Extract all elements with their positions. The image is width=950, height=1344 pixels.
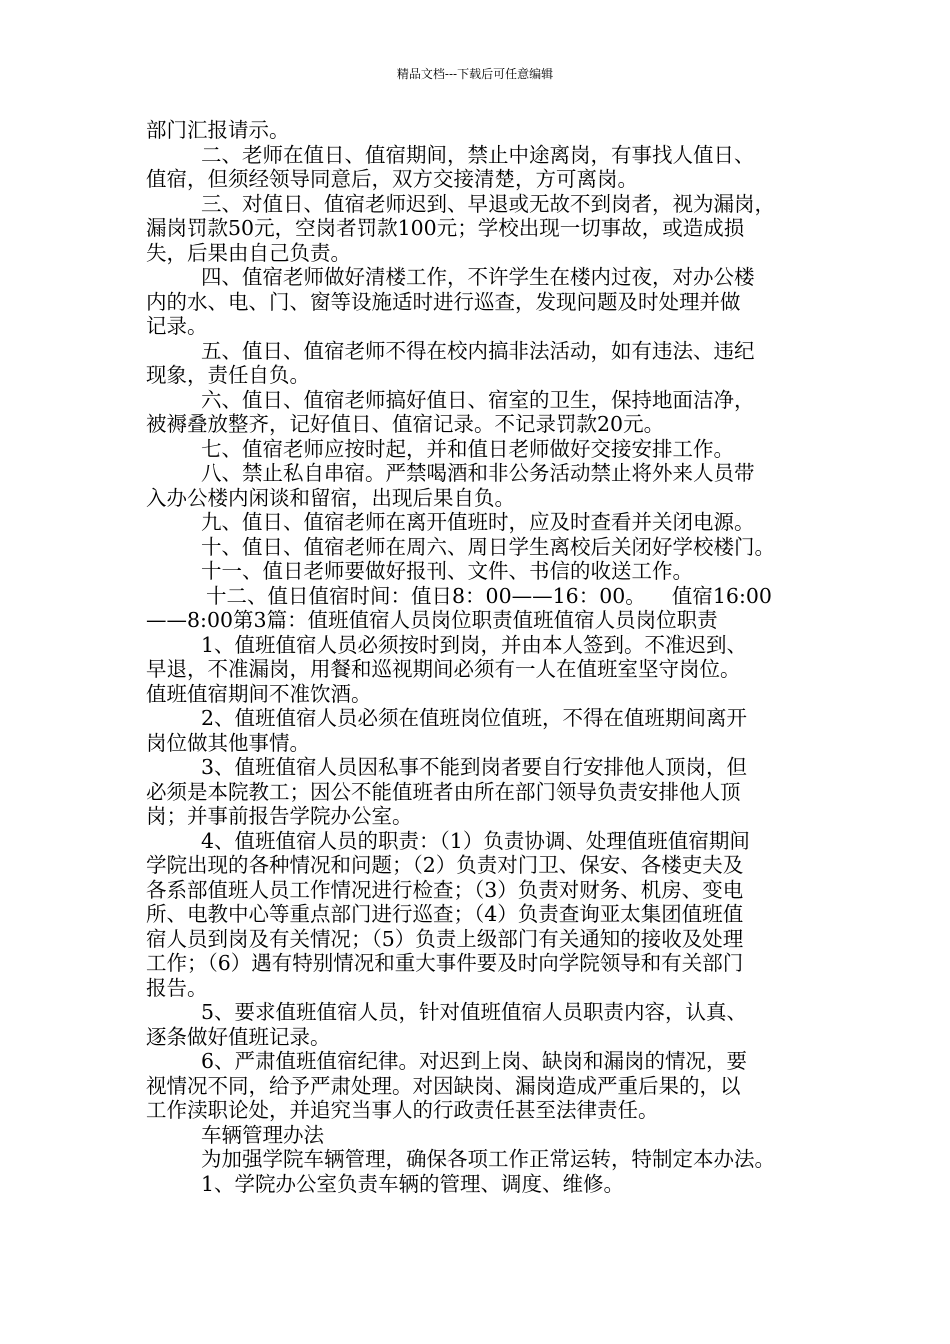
text-line: 九、值日、值宿老师在离开值班时，应及时查看并关闭电源。 xyxy=(201,510,755,534)
text-line: 三、对值日、值宿老师迟到、早退或无故不到岗者，视为漏岗， xyxy=(201,191,775,216)
text-line: 2、值班值宿人员必须在值班岗位值班，不得在值班期间离开 xyxy=(201,706,748,730)
text-line: 早退，不准漏岗，用餐和巡视期间必须有一人在值班室坚守岗位。 xyxy=(146,657,741,681)
page-header: 精品文档---下载后可任意编辑 xyxy=(396,67,554,81)
text-line: 六、值日、值宿老师搞好值日、宿室的卫生，保持地面洁净， xyxy=(201,387,755,412)
text-line: 值班值宿期间不准饮酒。 xyxy=(146,681,372,706)
text-line: 1、值班值宿人员必须按时到岗，并由本人签到。不准迟到、 xyxy=(201,632,748,657)
text-line: 4、值班值宿人员的职责：（1）负责协调、处理值班值宿期间 xyxy=(201,828,750,853)
text-line: 5、要求值班值宿人员，针对值班值宿人员职责内容，认真、 xyxy=(201,1000,748,1024)
text-line: 逐条做好值班记录。 xyxy=(146,1024,331,1049)
text-line: 七、值宿老师应按时起，并和值日老师做好交接安排工作。 xyxy=(201,436,734,461)
text-line: 失，后果由自己负责。 xyxy=(146,240,351,265)
text-line: 工作渎职论处，并追究当事人的行政责任甚至法律责任。 xyxy=(146,1098,659,1122)
text-line: 工作；（6）遇有特别情况和重大事件要及时向学院领导和有关部门 xyxy=(146,951,744,975)
text-line: 八、禁止私自串宿。严禁喝酒和非公务活动禁止将外来人员带 xyxy=(201,461,755,485)
text-line: 6、严肃值班值宿纪律。对迟到上岗、缺岗和漏岗的情况，要 xyxy=(201,1049,748,1073)
text-line: 四、值宿老师做好清楼工作，不许学生在楼内过夜，对办公楼 xyxy=(201,265,755,289)
text-line: 车辆管理办法 xyxy=(201,1122,324,1147)
text-line: 为加强学院车辆管理，确保各项工作正常运转，特制定本办法。 xyxy=(201,1147,775,1171)
text-line: 3、值班值宿人员因私事不能到岗者要自行安排他人顶岗，但 xyxy=(201,755,748,779)
text-line: 岗；并事前报告学院办公室。 xyxy=(146,804,413,828)
text-line: 报告。 xyxy=(146,975,208,1000)
text-line: 各系部值班人员工作情况进行检查；（3）负责对财务、机房、变电 xyxy=(146,877,744,902)
text-line: 宿人员到岗及有关情况；（5）负责上级部门有关通知的接收及处理 xyxy=(146,926,744,951)
text-line: ——8:00第3篇：值班值宿人员岗位职责值班值宿人员岗位职责 xyxy=(146,608,718,632)
text-line: 岗位做其他事情。 xyxy=(146,730,310,755)
text-line: 二、老师在值日、值宿期间，禁止中途离岗，有事找人值日、 xyxy=(201,142,755,167)
text-line: 记录。 xyxy=(146,314,208,338)
text-line: 十一、值日老师要做好报刊、文件、书信的收送工作。 xyxy=(201,559,693,583)
text-line: 现象，责任自负。 xyxy=(146,363,310,387)
text-line: 学院出现的各种情况和问题；（2）负责对门卫、保安、各楼吏夫及 xyxy=(146,853,744,877)
text-line: 1、学院办公室负责车辆的管理、调度、维修。 xyxy=(201,1171,625,1196)
document-body xyxy=(146,118,826,1196)
text-line: 值宿，但须经领导同意后，双方交接清楚，方可离岗。 xyxy=(146,167,638,191)
text-line: 十二、值日值宿时间：值日8：00——16：00。 值宿16:00 xyxy=(206,583,772,608)
text-line: 漏岗罚款50元，空岗者罚款100元；学校出现一切事故，或造成损 xyxy=(146,216,745,240)
text-line: 十、值日、值宿老师在周六、周日学生离校后关闭好学校楼门。 xyxy=(201,534,775,559)
text-line: 视情况不同，给予严肃处理。对因缺岗、漏岗造成严重后果的，以 xyxy=(146,1073,741,1098)
text-line: 必须是本院教工；因公不能值班者由所在部门领导负责安排他人顶 xyxy=(146,779,741,804)
text-line: 入办公楼内闲谈和留宿，出现后果自负。 xyxy=(146,485,515,510)
text-line: 内的水、电、门、窗等设施适时进行巡查，发现问题及时处理并做 xyxy=(146,289,741,314)
text-line: 被褥叠放整齐，记好值日、值宿记录。不记录罚款20元。 xyxy=(146,412,665,436)
text-line: 所、电教中心等重点部门进行巡查；（4）负责查询亚太集团值班值 xyxy=(146,902,744,926)
text-line: 五、值日、值宿老师不得在校内搞非法活动，如有违法、违纪 xyxy=(201,338,755,363)
text-line: 部门汇报请示。 xyxy=(146,118,290,142)
